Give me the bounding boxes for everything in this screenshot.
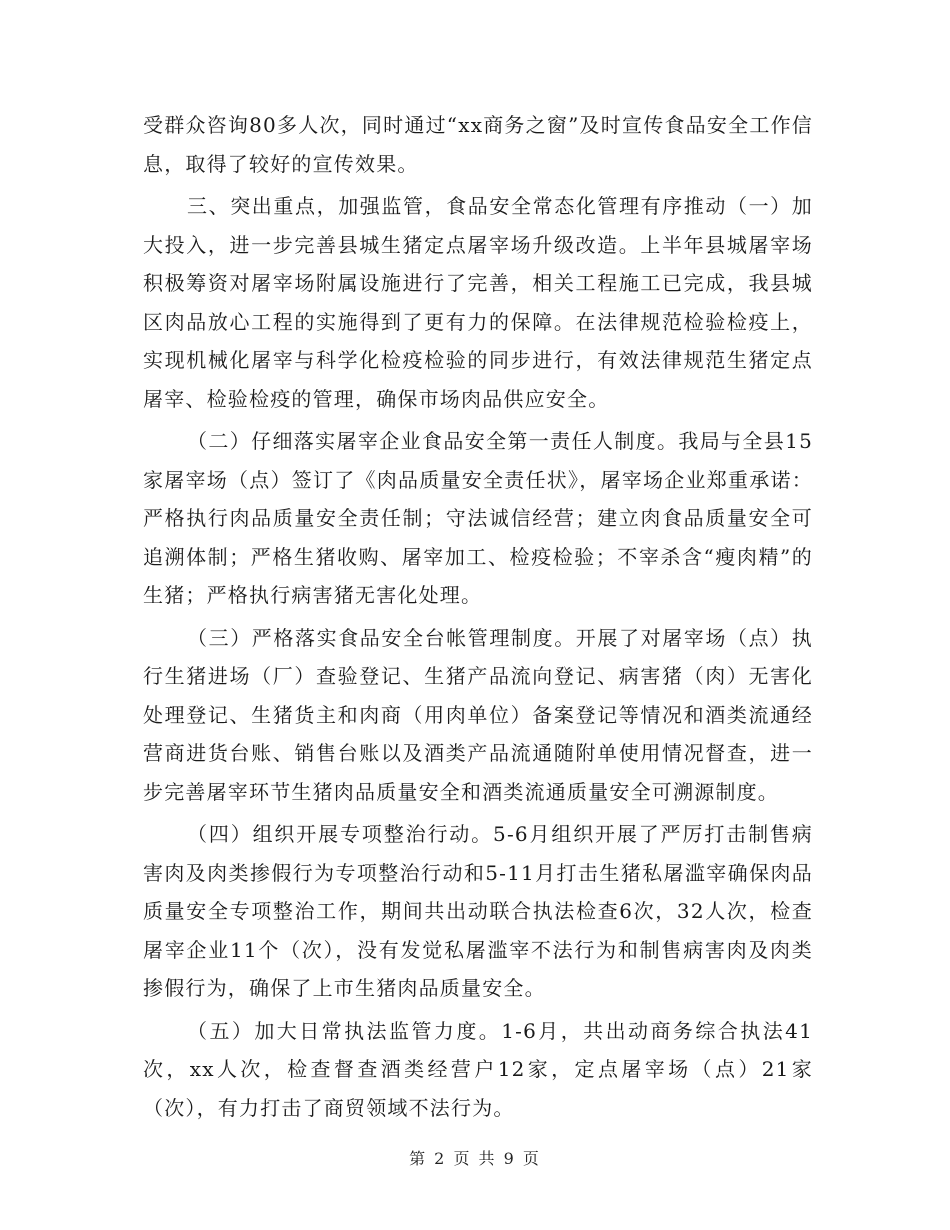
paragraph-item-four: （四）组织开展专项整治行动。5-6月组织开展了严厉打击制售病害肉及肉类掺假行为专项整治行动和5-11月打击生猪私屠滥宰确保肉品质量安全专项整治工作，期间共出动联合执法检查6次，32人次，检查屠宰企业11个（次），没有发觉私屠滥宰不法行为和制售病害肉及肉类掺假行为，确保了上市生猪肉品质量安全。 [143, 822, 813, 1000]
page-number-footer: 第 2 页 共 9 页 [409, 1149, 541, 1168]
document-body [143, 106, 813, 1131]
paragraph-item-two: （二）仔细落实屠宰企业食品安全第一责任人制度。我局与全县15家屠宰场（点）签订了《肉品质量安全责任状》，屠宰场企业郑重承诺：严格执行肉品质量安全责任制；守法诚信经营；建立肉食品质量安全可追溯体制；严格生猪收购、屠宰加工、检疫检验；不宰杀含“瘦肉精”的生猪；严格执行病害猪无害化处理。 [143, 429, 813, 607]
paragraph-continuation: 受群众咨询80多人次，同时通过“xx商务之窗”及时宣传食品安全工作信息，取得了较好的宣传效果。 [143, 113, 813, 176]
paragraph-item-three: （三）严格落实食品安全台帐管理制度。开展了对屠宰场（点）执行生猪进场（厂）查验登记、生猪产品流向登记、病害猪（肉）无害化处理登记、生猪货主和肉商（用肉单位）备案登记等情况和酒类流通经营商进货台账、销售台账以及酒类产品流通随附单使用情况督查，进一步完善屠宰环节生猪肉品质量安全和酒类流通质量安全可溯源制度。 [143, 625, 813, 804]
paragraph-section-three: 三、突出重点，加强监管，食品安全常态化管理有序推动（一）加大投入，进一步完善县城生猪定点屠宰场升级改造。上半年县城屠宰场积极筹资对屠宰场附属设施进行了完善，相关工程施工已完成，我县城区肉品放心工程的实施得到了更有力的保障。在法律规范检验检疫上，实现机械化屠宰与科学化检疫检验的同步进行，有效法律规范生猪定点屠宰、检验检疫的管理，确保市场肉品供应安全。 [143, 194, 813, 411]
paragraph-item-five: （五）加大日常执法监管力度。1-6月，共出动商务综合执法41次，xx人次，检查督查酒类经营户12家，定点屠宰场（点）21家（次），有力打击了商贸领域不法行为。 [143, 1018, 813, 1120]
